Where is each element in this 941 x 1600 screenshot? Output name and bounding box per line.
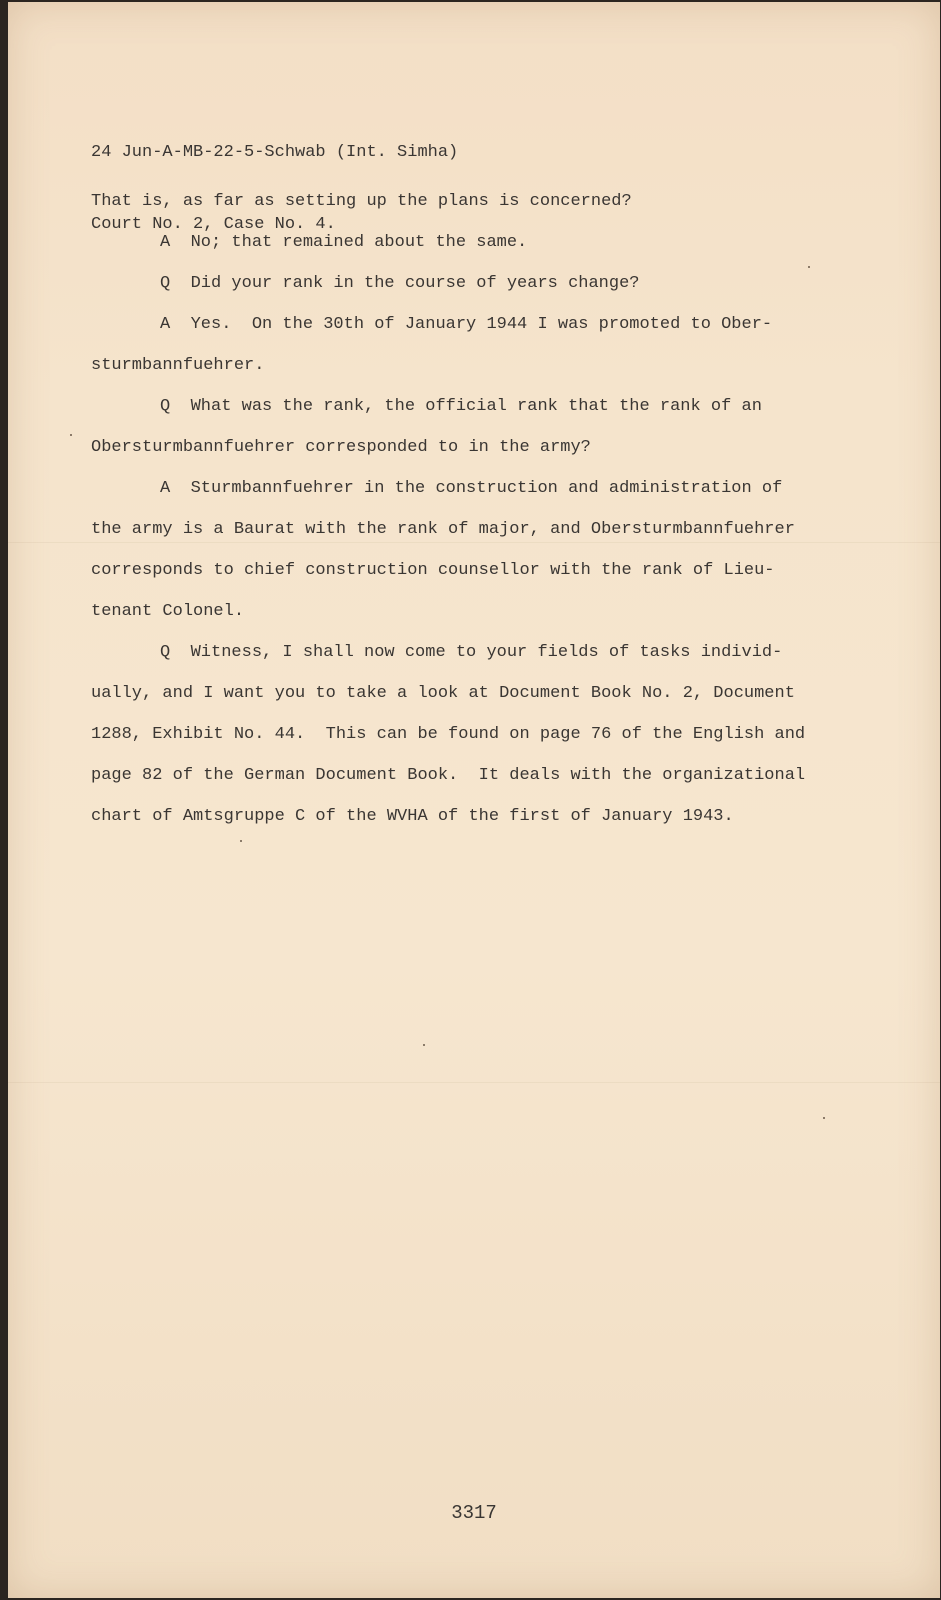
paper-speck: [423, 1044, 425, 1046]
paper-speck: [240, 840, 242, 842]
transcript-line: the army is a Baurat with the rank of major, and Obersturmbannfuehrer: [91, 520, 795, 539]
answer-line: A Yes. On the 30th of January 1944 I was promoted to Ober-: [160, 315, 773, 334]
paper-speck: [70, 434, 72, 436]
question-line: Q Witness, I shall now come to your fields of tasks individ-: [160, 643, 783, 662]
paper-fold: [8, 1082, 940, 1083]
transcript-line: sturmbannfuehrer.: [91, 356, 265, 375]
transcript-line: 1288, Exhibit No. 44. This can be found on page 76 of the English and: [91, 725, 806, 744]
transcript-line: tenant Colonel.: [91, 602, 245, 621]
transcript-line: That is, as far as setting up the plans is concerned?: [91, 192, 632, 211]
transcript-line: ually, and I want you to take a look at Document Book No. 2, Document: [91, 684, 795, 703]
document-page: [8, 2, 940, 1598]
header-line-case-reference: 24 Jun-A-MB-22-5-Schwab (Int. Simha): [91, 143, 459, 162]
question-line: Q What was the rank, the official rank that the rank of an: [160, 397, 762, 416]
transcript-line: page 82 of the German Document Book. It deals with the organizational: [91, 766, 806, 785]
paper-speck: [808, 266, 810, 268]
answer-line: A No; that remained about the same.: [160, 233, 528, 252]
page-number: 3317: [451, 1502, 497, 1524]
question-line: Q Did your rank in the course of years change?: [160, 274, 640, 293]
answer-line: A Sturmbannfuehrer in the construction and administration of: [160, 479, 783, 498]
paper-fold: [8, 542, 940, 543]
paper-speck: [823, 1117, 825, 1119]
header-line-court: Court No. 2, Case No. 4.: [91, 215, 336, 234]
document-header: [91, 93, 458, 285]
transcript-line: chart of Amtsgruppe C of the WVHA of the first of January 1943.: [91, 807, 734, 826]
transcript-line: corresponds to chief construction counsellor with the rank of Lieu-: [91, 561, 775, 580]
transcript-line: Obersturmbannfuehrer corresponded to in the army?: [91, 438, 591, 457]
